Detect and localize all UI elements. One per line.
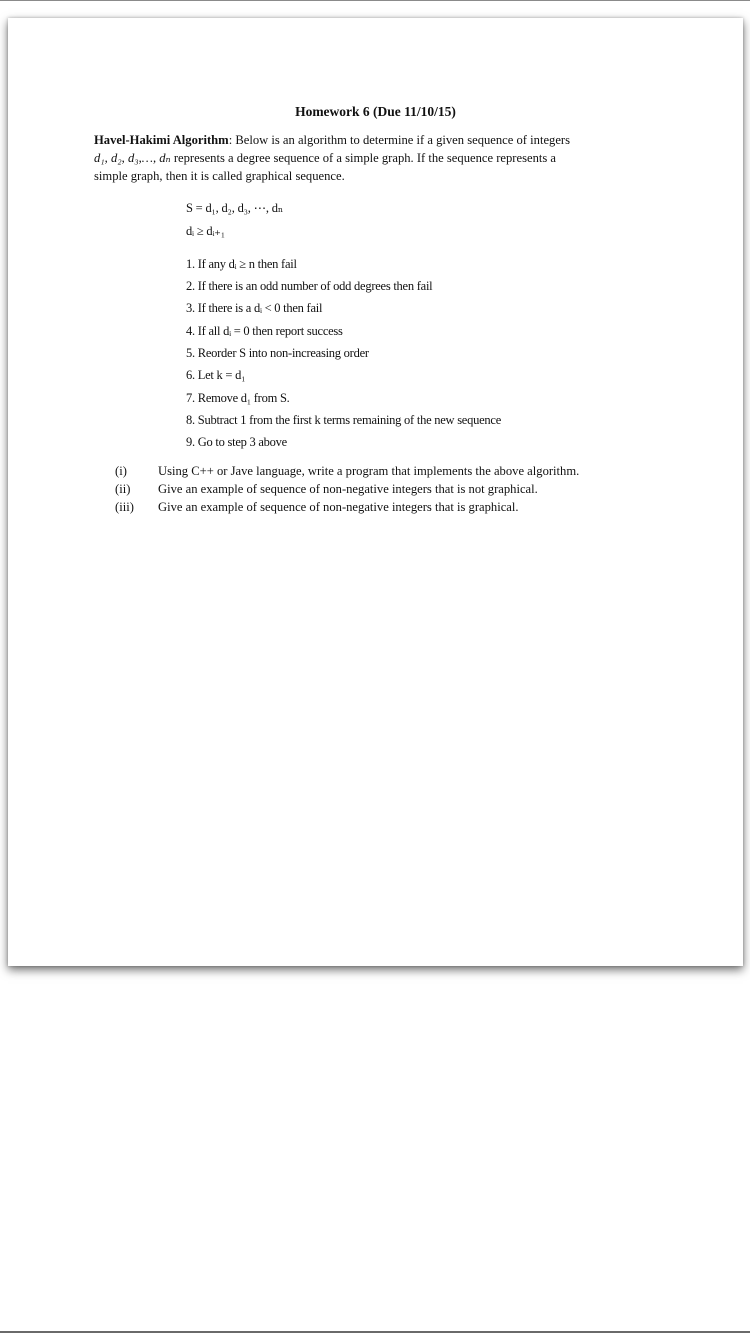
step-2: 2. If there is an odd number of odd degrees then fail [186, 279, 433, 293]
document-page [8, 18, 743, 966]
step-4: 4. If all dᵢ = 0 then report success [186, 324, 343, 338]
intro-text-1: : Below is an algorithm to determine if a given sequence of integers [228, 133, 571, 147]
intro-degree-list: d₁, d₂, d₃,…, dₙ [94, 151, 171, 165]
intro-text-3: simple graph, then it is called graphical sequence. [94, 169, 345, 183]
formula-order: dᵢ ≥ dᵢ₊₁ [186, 224, 225, 238]
step-6: 6. Let k = d₁ [186, 368, 246, 382]
bottom-divider [0, 1331, 750, 1333]
step-3: 3. If there is a dᵢ < 0 then fail [186, 301, 323, 315]
top-divider [0, 0, 750, 1]
formula-sequence: S = d₁, d₂, d₃, ⋯, dₙ [186, 201, 284, 215]
question-3-text: Give an example of sequence of non-negative integers that is graphical. [158, 500, 519, 514]
intro-text-2: represents a degree sequence of a simple graph. If the sequence represents a [170, 151, 556, 165]
step-1: 1. If any dᵢ ≥ n then fail [186, 257, 297, 271]
step-9: 9. Go to step 3 above [186, 435, 287, 449]
step-5: 5. Reorder S into non-increasing order [186, 346, 369, 360]
question-1-number: (i) [115, 464, 127, 478]
question-3-number: (iii) [115, 500, 134, 514]
question-1-text: Using C++ or Jave language, write a program that implements the above algorithm. [158, 464, 580, 478]
step-7: 7. Remove d₁ from S. [186, 391, 290, 405]
intro-heading: Havel-Hakimi Algorithm [94, 133, 229, 147]
page-title: Homework 6 (Due 11/10/15) [295, 104, 456, 119]
step-8: 8. Subtract 1 from the first k terms remaining of the new sequence [186, 413, 502, 427]
intro-paragraph [94, 131, 654, 185]
question-2-number: (ii) [115, 482, 131, 496]
question-2-text: Give an example of sequence of non-negative integers that is not graphical. [158, 482, 538, 496]
